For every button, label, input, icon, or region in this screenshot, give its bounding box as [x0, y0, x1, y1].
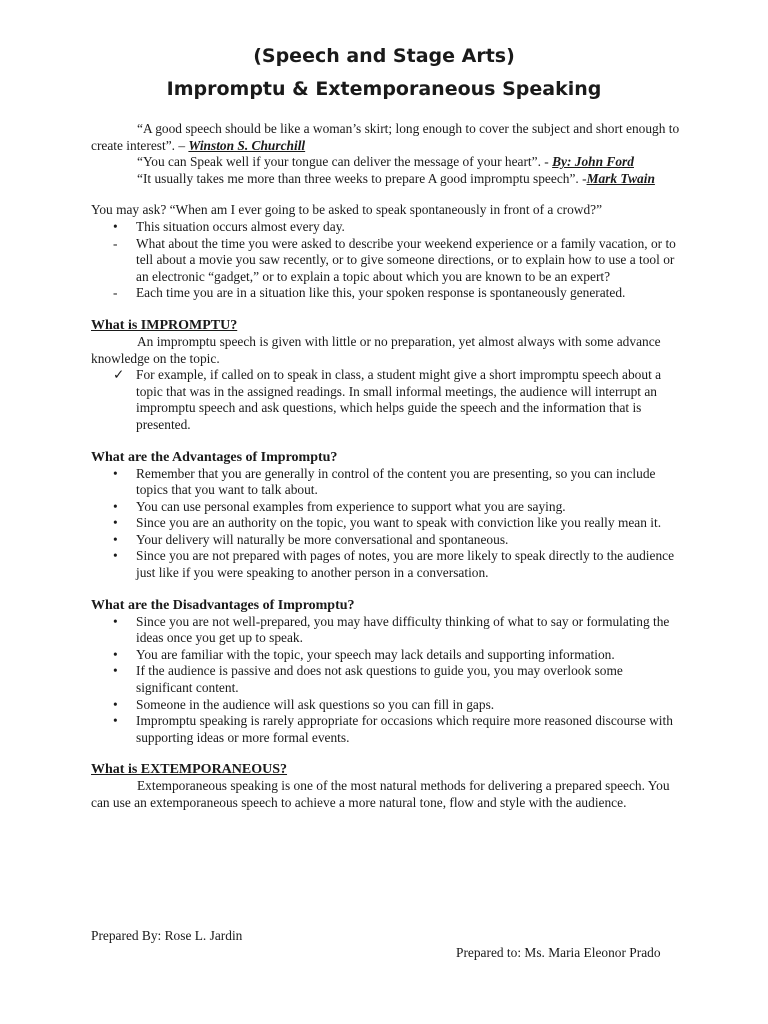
list-item-text: You can use personal examples from experience to support what you are saying. — [136, 498, 566, 514]
disadvantages-list — [91, 614, 681, 747]
list-item — [91, 236, 681, 286]
disadvantages-section — [91, 597, 681, 747]
list-item — [91, 466, 681, 499]
impromptu-paragraph: An impromptu speech is given with little or no preparation, yet almost always with some advance knowledge on the topic. — [91, 333, 661, 366]
list-item — [91, 697, 681, 714]
advantages-section — [91, 449, 681, 582]
bullet-icon: • — [113, 696, 118, 712]
list-item-text: Since you are not prepared with pages of notes, you are more likely to speak directly to the audience just like if you were speaking to another person in a conversation. — [136, 548, 675, 581]
bullet-icon: • — [113, 663, 118, 679]
list-item — [91, 663, 681, 696]
list-item — [91, 285, 681, 302]
quote-twain — [91, 171, 681, 188]
list-item — [91, 367, 681, 433]
extemporaneous-paragraph: Extemporaneous speaking is one of the most natural methods for delivering a prepared speech. You can use an extemporaneous speech to achieve a more natural tone, flow and style with the audience. — [91, 778, 670, 810]
dash-icon: - — [113, 235, 118, 251]
list-item-text: Each time you are in a situation like this, your spoken response is spontaneously generated. — [136, 285, 626, 301]
bullet-icon: • — [113, 713, 118, 729]
section-heading-impromptu: What is IMPROMPTU? — [91, 317, 238, 333]
quotes-section — [91, 121, 681, 187]
list-item-text: Since you are an authority on the topic, you want to speak with conviction like you really mean it. — [136, 515, 662, 531]
list-item — [91, 713, 681, 746]
dash-icon: - — [113, 285, 118, 301]
quote-text: “A good speech should be like a woman’s skirt; long enough to cover the subject and short enough to create interest”. – — [91, 121, 680, 153]
bullet-icon: • — [113, 613, 118, 629]
list-item — [91, 647, 681, 664]
list-item-text: Someone in the audience will ask questions so you can fill in gaps. — [136, 696, 495, 712]
intro-list — [91, 219, 681, 302]
list-item-text: Since you are not well-prepared, you may have difficulty thinking of what to say or formulating the ideas once you get up to speak. — [136, 613, 670, 646]
list-item-text: Impromptu speaking is rarely appropriate for occasions which require more reasoned discourse with supporting ideas or more formal events. — [136, 713, 673, 745]
list-item-text: If the audience is passive and does not ask questions to guide you, you may overlook some significant content. — [136, 663, 623, 696]
quote-text: “It usually takes me more than three weeks to prepare A good impromptu speech”. - — [137, 170, 587, 186]
list-item — [91, 515, 681, 532]
intro-section — [91, 202, 681, 302]
bullet-icon: • — [113, 498, 118, 514]
bullet-icon: • — [113, 531, 118, 547]
bullet-icon: • — [113, 548, 118, 564]
list-item — [91, 219, 681, 236]
list-item — [91, 532, 681, 549]
extemporaneous-section — [91, 761, 681, 811]
quote-author: By: John Ford — [552, 154, 634, 170]
section-heading-extemporaneous: What is EXTEMPORANEOUS? — [91, 762, 288, 778]
list-item — [91, 614, 681, 647]
quote-churchill — [91, 121, 681, 154]
impromptu-section — [91, 317, 681, 434]
list-item — [91, 548, 681, 581]
list-item-text: For example, if called on to speak in class, a student might give a short impromptu speech about a topic that was in the assigned readings. In small informal meetings, the audience will interrupt an impromptu speech and ask questions, which helps guide the speech and the information that is presented. — [136, 367, 662, 432]
bullet-icon: • — [113, 465, 118, 481]
list-item-text: Your delivery will naturally be more conversational and spontaneous. — [136, 531, 509, 547]
bullet-icon: • — [113, 218, 118, 234]
bullet-icon: • — [113, 646, 118, 662]
list-item — [91, 499, 681, 516]
section-heading-advantages: What are the Advantages of Impromptu? — [91, 449, 338, 465]
quote-author: Winston S. Churchill — [188, 137, 306, 153]
quote-author: Mark Twain — [586, 170, 655, 186]
checkmark-icon: ✓ — [113, 367, 125, 383]
quote-text: “You can Speak well if your tongue can deliver the message of your heart”. - — [137, 154, 553, 170]
document-title-line-2: Impromptu & Extemporaneous Speaking — [166, 78, 602, 100]
intro-question: You may ask? “When am I ever going to be asked to speak spontaneously in front of a crowd?” — [91, 202, 603, 218]
bullet-icon: • — [113, 515, 118, 531]
document-title-line-1: (Speech and Stage Arts) — [253, 45, 515, 67]
section-heading-disadvantages: What are the Disadvantages of Impromptu? — [91, 597, 355, 613]
prepared-by: Prepared By: Rose L. Jardin — [91, 928, 243, 943]
document-body — [91, 121, 681, 812]
list-item-text: What about the time you were asked to describe your weekend experience or a family vacation, or to tell about a movie you saw recently, or to give someone directions, or to explain how to use a tool or an electronic “gadget,” or to explain a topic about which you are known to be an expert? — [136, 235, 676, 284]
prepared-to: Prepared to: Ms. Maria Eleonor Prado — [456, 945, 661, 960]
list-item-text: You are familiar with the topic, your speech may lack details and supporting information. — [136, 646, 615, 662]
advantages-list — [91, 466, 681, 582]
quote-ford — [91, 154, 681, 171]
impromptu-list — [91, 367, 681, 433]
list-item-text: Remember that you are generally in control of the content you are presenting, so you can include topics that you want to talk about. — [136, 465, 656, 498]
list-item-text: This situation occurs almost every day. — [136, 218, 345, 234]
